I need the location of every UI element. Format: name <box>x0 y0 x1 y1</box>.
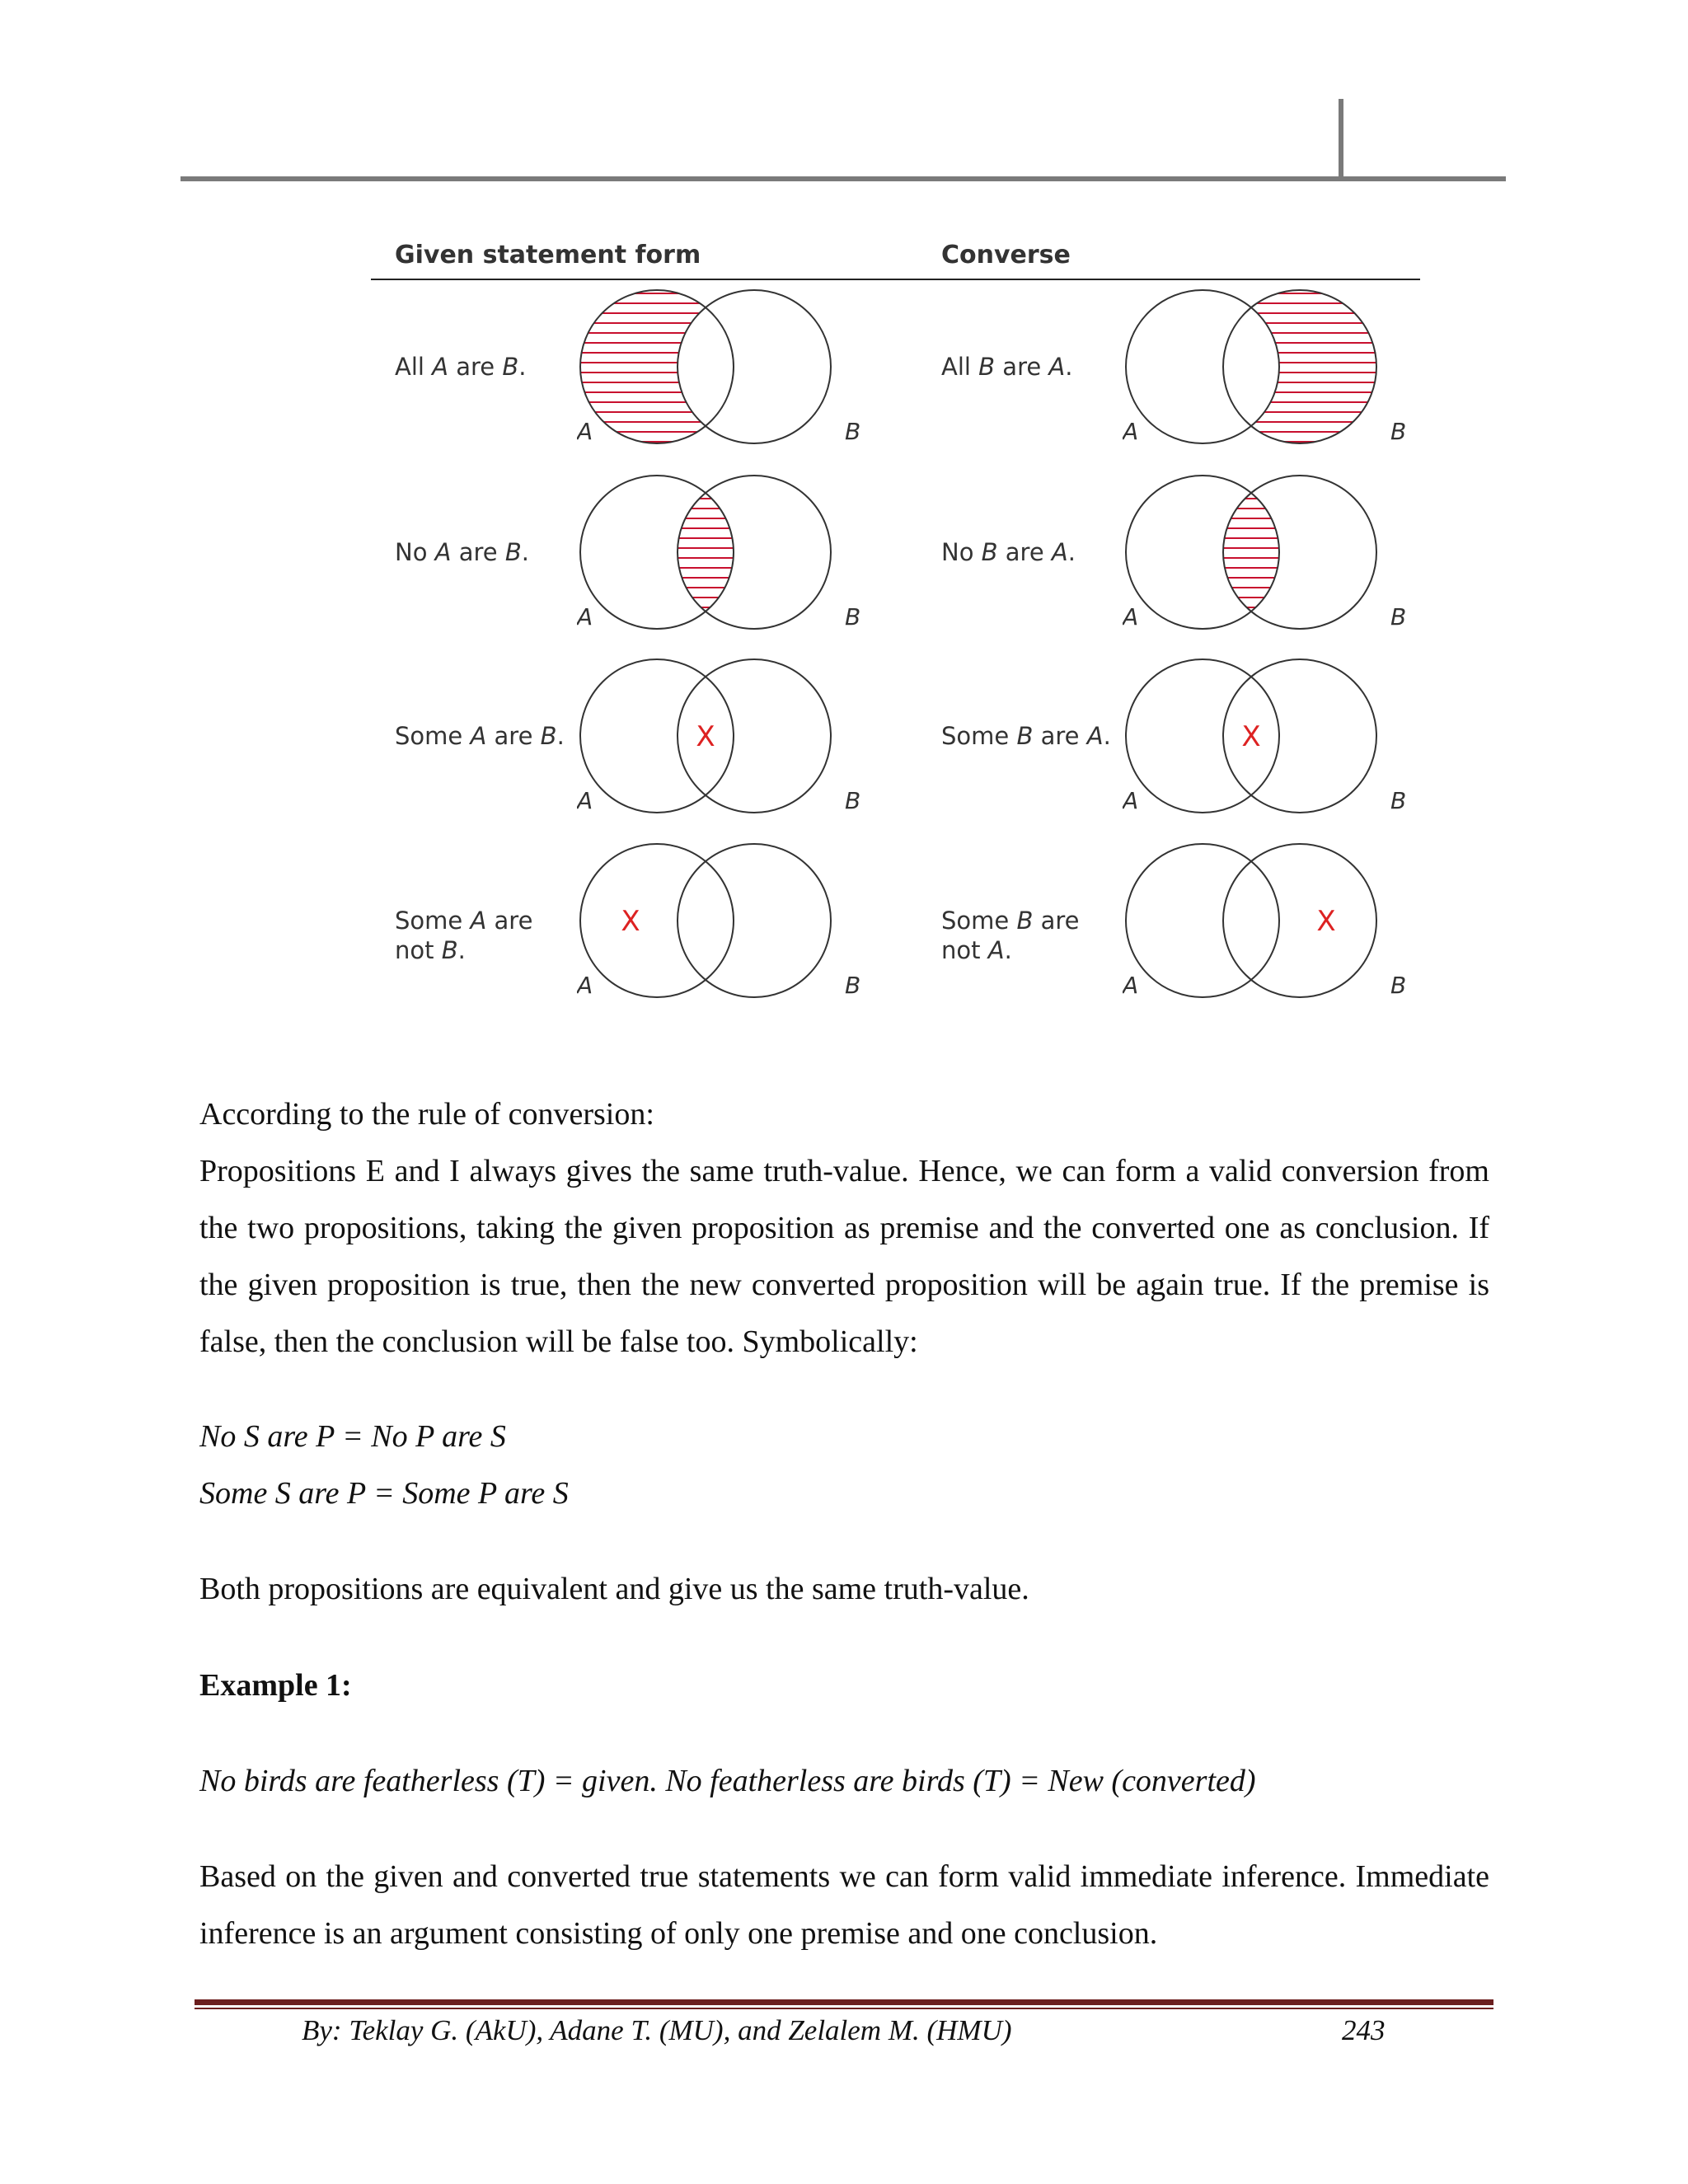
x-mark-b-only: X <box>1316 905 1336 938</box>
circle-label-a: A <box>1123 787 1139 814</box>
given-venn-4 <box>577 842 865 1040</box>
example-statement: No birds are featherless (T) = given. No featherless are birds (T) = New (converted) <box>199 1764 1256 1798</box>
converse-venn-3 <box>1123 658 1411 855</box>
converse-statement-1: All B are A. <box>941 353 1073 381</box>
x-mark-a-only: X <box>621 905 640 938</box>
footer-rule-thin <box>195 2008 1493 2009</box>
circle-label-b: B <box>845 418 861 445</box>
x-mark-intersection: X <box>1241 720 1261 753</box>
given-statement-4: Some A are not B. <box>395 907 533 964</box>
circle-b <box>678 844 831 997</box>
immediate-inference-paragraph: Based on the given and converted true statements we can form valid immediate inference. Immediate inference is an argument consisting of only one premise and one conclusion. <box>199 1859 1489 1951</box>
conversion-rule-intro: According to the rule of conversion: <box>199 1097 654 1132</box>
circle-label-b: B <box>845 787 861 814</box>
converse-statement-4: Some B are not A. <box>941 907 1080 964</box>
symbolic-line-i: Some S are P = Some P are S <box>199 1476 569 1511</box>
circle-label-a: A <box>577 418 593 445</box>
circle-a <box>1126 844 1279 997</box>
given-venn-3 <box>577 658 865 855</box>
circle-label-b: B <box>1390 787 1407 814</box>
header-rule <box>181 176 1506 181</box>
equivalence-sentence: Both propositions are equivalent and give us the same truth-value. <box>199 1572 1029 1606</box>
symbolic-line-e: No S are P = No P are S <box>199 1419 506 1454</box>
converse-venn-4 <box>1123 842 1411 1040</box>
footer-authors: By: Teklay G. (AkU), Adane T. (MU), and Zelalem M. (HMU) <box>302 2014 1012 2046</box>
figure-header-rule <box>371 279 1420 280</box>
circle-label-a: A <box>577 787 593 814</box>
given-statement-3: Some A are B. <box>395 722 565 750</box>
circle-label-b: B <box>845 972 861 999</box>
converse-column-header: Converse <box>941 241 1071 269</box>
converse-statement-3: Some B are A. <box>941 722 1111 750</box>
page-number: 243 <box>1342 2014 1386 2046</box>
circle-a <box>580 844 734 997</box>
circle-label-a: A <box>1123 603 1139 630</box>
circle-label-b: B <box>1390 603 1407 630</box>
header-tick <box>1339 99 1343 180</box>
example-heading: Example 1: <box>199 1668 352 1703</box>
given-venn-2 <box>577 474 865 672</box>
x-mark-intersection: X <box>696 720 715 753</box>
circle-label-b: B <box>845 603 861 630</box>
circle-label-a: A <box>577 972 593 999</box>
footer-rule <box>195 1999 1493 2005</box>
conversion-paragraph: Propositions E and I always gives the same truth-value. Hence, we can form a valid conversion from the two propositions, taking the given proposition as premise and the converted one as conclusion. If the given proposition is true, then the new converted proposition will be again true. If the premise is false, then the conclusion will be false too. Symbolically: <box>199 1154 1489 1359</box>
circle-label-b: B <box>1390 972 1407 999</box>
circle-label-a: A <box>577 603 593 630</box>
circle-b <box>1223 844 1376 997</box>
converse-venn-2 <box>1123 474 1411 672</box>
given-column-header: Given statement form <box>395 241 701 269</box>
given-venn-1 <box>577 288 865 486</box>
circle-label-a: A <box>1123 972 1139 999</box>
conversion-venn-figure <box>371 231 1422 1022</box>
circle-label-a: A <box>1123 418 1139 445</box>
circle-label-b: B <box>1390 418 1407 445</box>
converse-venn-1 <box>1123 288 1411 486</box>
converse-statement-2: No B are A. <box>941 538 1076 566</box>
given-statement-1: All A are B. <box>395 353 527 381</box>
given-statement-2: No A are B. <box>395 538 529 566</box>
